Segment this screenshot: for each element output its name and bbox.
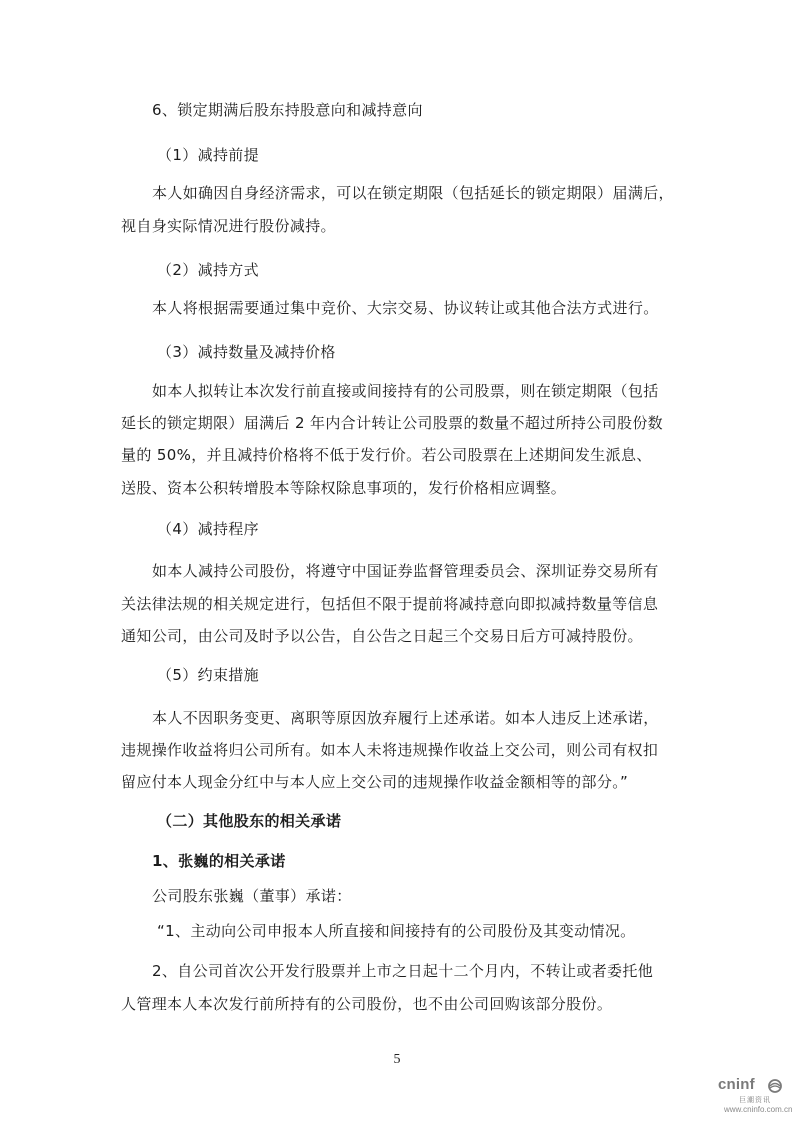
paragraph-line: 2、自公司首次公开发行股票并上市之日起十二个月内，不转让或者委托他 — [152, 962, 654, 980]
subheading-reduction-premise: （1）减持前提 — [157, 146, 259, 164]
paragraph-line: 量的 50%，并且减持价格将不低于发行价。若公司股票在上述期间发生派息、 — [121, 446, 652, 464]
subsection-heading-zhangwei: 1、张巍的相关承诺 — [152, 852, 286, 870]
subheading-constraint-measures: （5）约束措施 — [157, 666, 259, 684]
subheading-reduction-quantity-price: （3）减持数量及减持价格 — [157, 343, 336, 361]
subheading-reduction-method: （2）减持方式 — [157, 261, 259, 279]
watermark-logo-text: cninf — [718, 1076, 755, 1093]
paragraph-line: 本人如确因自身经济需求，可以在锁定期限（包括延长的锁定期限）届满后， — [152, 184, 674, 202]
subheading-reduction-procedure: （4）减持程序 — [157, 520, 259, 538]
watermark-url: www.cninfo.com.cn — [724, 1105, 793, 1114]
section-heading-other-shareholders: （二）其他股东的相关承诺 — [157, 812, 342, 830]
paragraph-line: 如本人减持公司股份，将遵守中国证券监督管理委员会、深圳证券交易所有 — [152, 562, 659, 580]
watermark-chinese-text: 巨潮资讯 — [739, 1096, 771, 1104]
cninfo-watermark — [714, 1074, 793, 1122]
paragraph-line: 如本人拟转让本次发行前直接或间接持有的公司股票，则在锁定期限（包括 — [152, 382, 659, 400]
paragraph-line: 公司股东张巍（董事）承诺： — [152, 887, 352, 905]
paragraph-line: 延长的锁定期限）届满后 2 年内合计转让公司股票的数量不超过所持公司股份数 — [121, 414, 664, 432]
paragraph-line: 通知公司，由公司及时予以公告，自公告之日起三个交易日后方可减持股份。 — [121, 627, 643, 645]
section-heading-lockup-intent: 6、锁定期满后股东持股意向和减持意向 — [152, 101, 423, 119]
paragraph-line: “1、主动向公司申报本人所直接和间接持有的公司股份及其变动情况。 — [157, 922, 636, 940]
paragraph-line: 视自身实际情况进行股份减持。 — [121, 217, 336, 235]
page-number: 5 — [393, 1052, 401, 1067]
paragraph-line: 关法律法规的相关规定进行，包括但不限于提前将减持意向即拟减持数量等信息 — [121, 595, 659, 613]
paragraph-line: 违规操作收益将归公司所有。如本人未将违规操作收益上交公司，则公司有权扣 — [121, 741, 659, 759]
paragraph-line: 本人不因职务变更、离职等原因放弃履行上述承诺。如本人违反上述承诺， — [152, 709, 659, 727]
paragraph-line: 人管理本人本次发行前所持有的公司股份，也不由公司回购该部分股份。 — [121, 995, 613, 1013]
paragraph-line: 本人将根据需要通过集中竞价、大宗交易、协议转让或其他合法方式进行。 — [152, 299, 659, 317]
cninfo-logo-icon — [768, 1079, 782, 1093]
paragraph-line: 送股、资本公积转增股本等除权除息事项的，发行价格相应调整。 — [121, 479, 567, 497]
paragraph-line: 留应付本人现金分红中与本人应上交公司的违规操作收益金额相等的部分。” — [121, 773, 629, 791]
